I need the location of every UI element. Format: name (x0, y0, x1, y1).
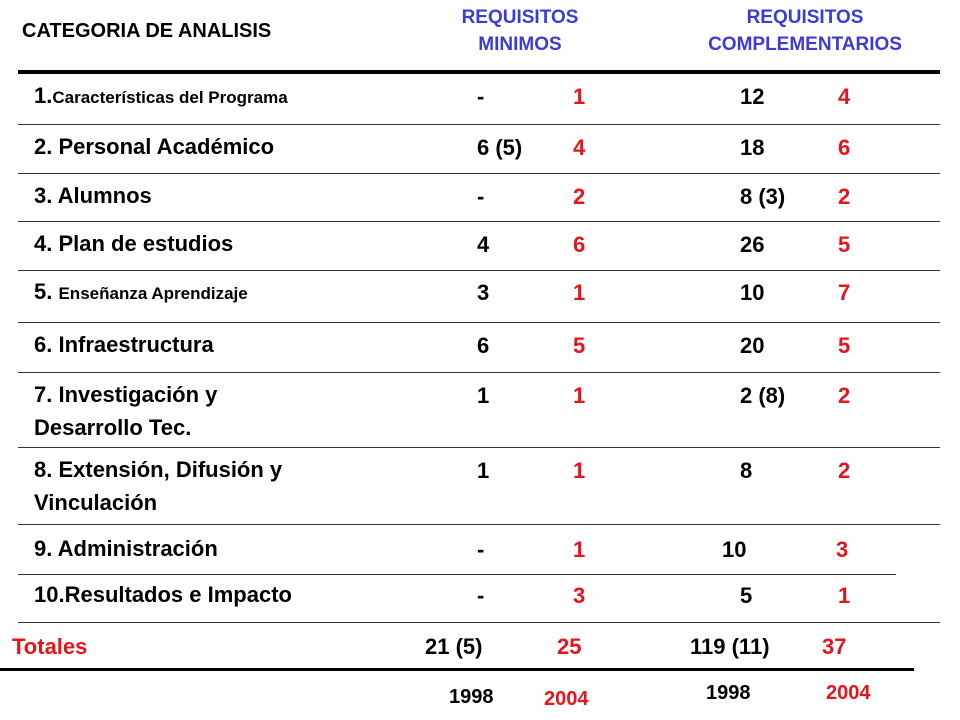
row-1-label-small: Características del Programa (52, 88, 288, 107)
row-divider (18, 622, 940, 623)
row-4-min1998: 4 (477, 232, 490, 257)
row-divider (18, 372, 940, 373)
row-7-min1998: 1 (477, 383, 490, 408)
row-2-min2004: 4 (573, 135, 586, 160)
row-9-comp2004: 3 (836, 537, 849, 562)
row-7-min2004: 1 (573, 383, 586, 408)
row-8-label (34, 453, 282, 519)
comp-header-line2: COMPLEMENTARIOS (708, 34, 902, 55)
row-10-min2004: 3 (573, 583, 586, 608)
totals-label: Totales (12, 634, 88, 659)
row-9-min2004: 1 (573, 537, 586, 562)
totals-rule (0, 668, 914, 671)
row-3-min1998: - (477, 184, 485, 209)
row-divider (18, 322, 940, 323)
row-5-label-main: 5. (34, 279, 59, 304)
row-8-comp2004: 2 (838, 458, 851, 483)
row-2-comp1998: 18 (740, 135, 765, 160)
row-6-min2004: 5 (573, 333, 586, 358)
row-7-label-line1: 7. Investigación y (34, 382, 218, 407)
row-7-comp1998: 2 (8) (740, 383, 786, 408)
row-8-min2004: 1 (573, 458, 586, 483)
row-4-comp2004: 5 (838, 232, 851, 257)
row-8-label-line2: Vinculación (34, 490, 158, 515)
row-divider (18, 524, 940, 525)
row-9-label: 9. Administración (34, 536, 218, 561)
row-6-comp1998: 20 (740, 333, 765, 358)
row-3-comp2004: 2 (838, 184, 851, 209)
row-1-min1998: - (477, 84, 485, 109)
row-4-min2004: 6 (573, 232, 586, 257)
row-6-label: 6. Infraestructura (34, 332, 214, 357)
min-header-line1: REQUISITOS (461, 7, 579, 28)
row-10-min1998: - (477, 583, 485, 608)
row-8-label-line1: 8. Extensión, Difusión y (34, 457, 283, 482)
row-2-min1998: 6 (5) (477, 135, 523, 160)
row-8-comp1998: 8 (740, 458, 753, 483)
row-5-min2004: 1 (573, 280, 586, 305)
comp-header-line1: REQUISITOS (746, 7, 864, 28)
totals-comp2004: 37 (822, 634, 847, 659)
row-5-label (34, 275, 248, 310)
year-comp-2004: 2004 (826, 682, 871, 704)
min-header-line2: MINIMOS (478, 34, 562, 55)
row-1-comp2004: 4 (838, 84, 851, 109)
row-3-label: 3. Alumnos (34, 183, 152, 208)
row-2-comp2004: 6 (838, 135, 851, 160)
totals-min1998: 21 (5) (425, 634, 483, 659)
row-5-label-small: Enseñanza Aprendizaje (58, 284, 248, 303)
row-divider (18, 270, 940, 271)
row-divider (18, 173, 940, 174)
row-5-comp1998: 10 (740, 280, 765, 305)
row-9-comp1998: 10 (722, 537, 747, 562)
min-requirements-header (420, 4, 620, 58)
totals-comp1998: 119 (11) (690, 634, 770, 659)
row-8-min1998: 1 (477, 458, 490, 483)
row-3-min2004: 2 (573, 184, 586, 209)
row-3-comp1998: 8 (3) (740, 184, 786, 209)
row-2-label: 2. Personal Académico (34, 134, 275, 159)
row-divider (18, 221, 940, 222)
row-1-comp1998: 12 (740, 84, 765, 109)
row-6-comp2004: 5 (838, 333, 851, 358)
row-1-label-main: 1. (34, 83, 53, 108)
row-5-min1998: 3 (477, 280, 490, 305)
row-divider (18, 447, 940, 448)
row-7-label (34, 378, 217, 444)
row-6-min1998: 6 (477, 333, 490, 358)
row-5-comp2004: 7 (838, 280, 851, 305)
totals-min2004: 25 (557, 634, 582, 659)
row-1-min2004: 1 (573, 84, 586, 109)
row-9-min1998: - (477, 537, 485, 562)
row-divider (18, 574, 896, 575)
comp-requirements-header (660, 4, 950, 58)
year-min-2004: 2004 (544, 688, 589, 710)
row-1-label (34, 79, 288, 114)
row-4-comp1998: 26 (740, 232, 765, 257)
row-divider (18, 124, 940, 125)
row-10-comp2004: 1 (838, 583, 851, 608)
row-10-comp1998: 5 (740, 583, 753, 608)
year-min-1998: 1998 (449, 686, 494, 708)
year-comp-1998: 1998 (706, 682, 751, 704)
row-10-label: 10.Resultados e Impacto (34, 582, 292, 607)
row-4-label: 4. Plan de estudios (34, 231, 234, 256)
row-7-label-line2: Desarrollo Tec. (34, 415, 192, 440)
row-7-comp2004: 2 (838, 383, 851, 408)
category-header: CATEGORIA DE ANALISIS (22, 20, 272, 42)
header-rule (18, 70, 940, 74)
